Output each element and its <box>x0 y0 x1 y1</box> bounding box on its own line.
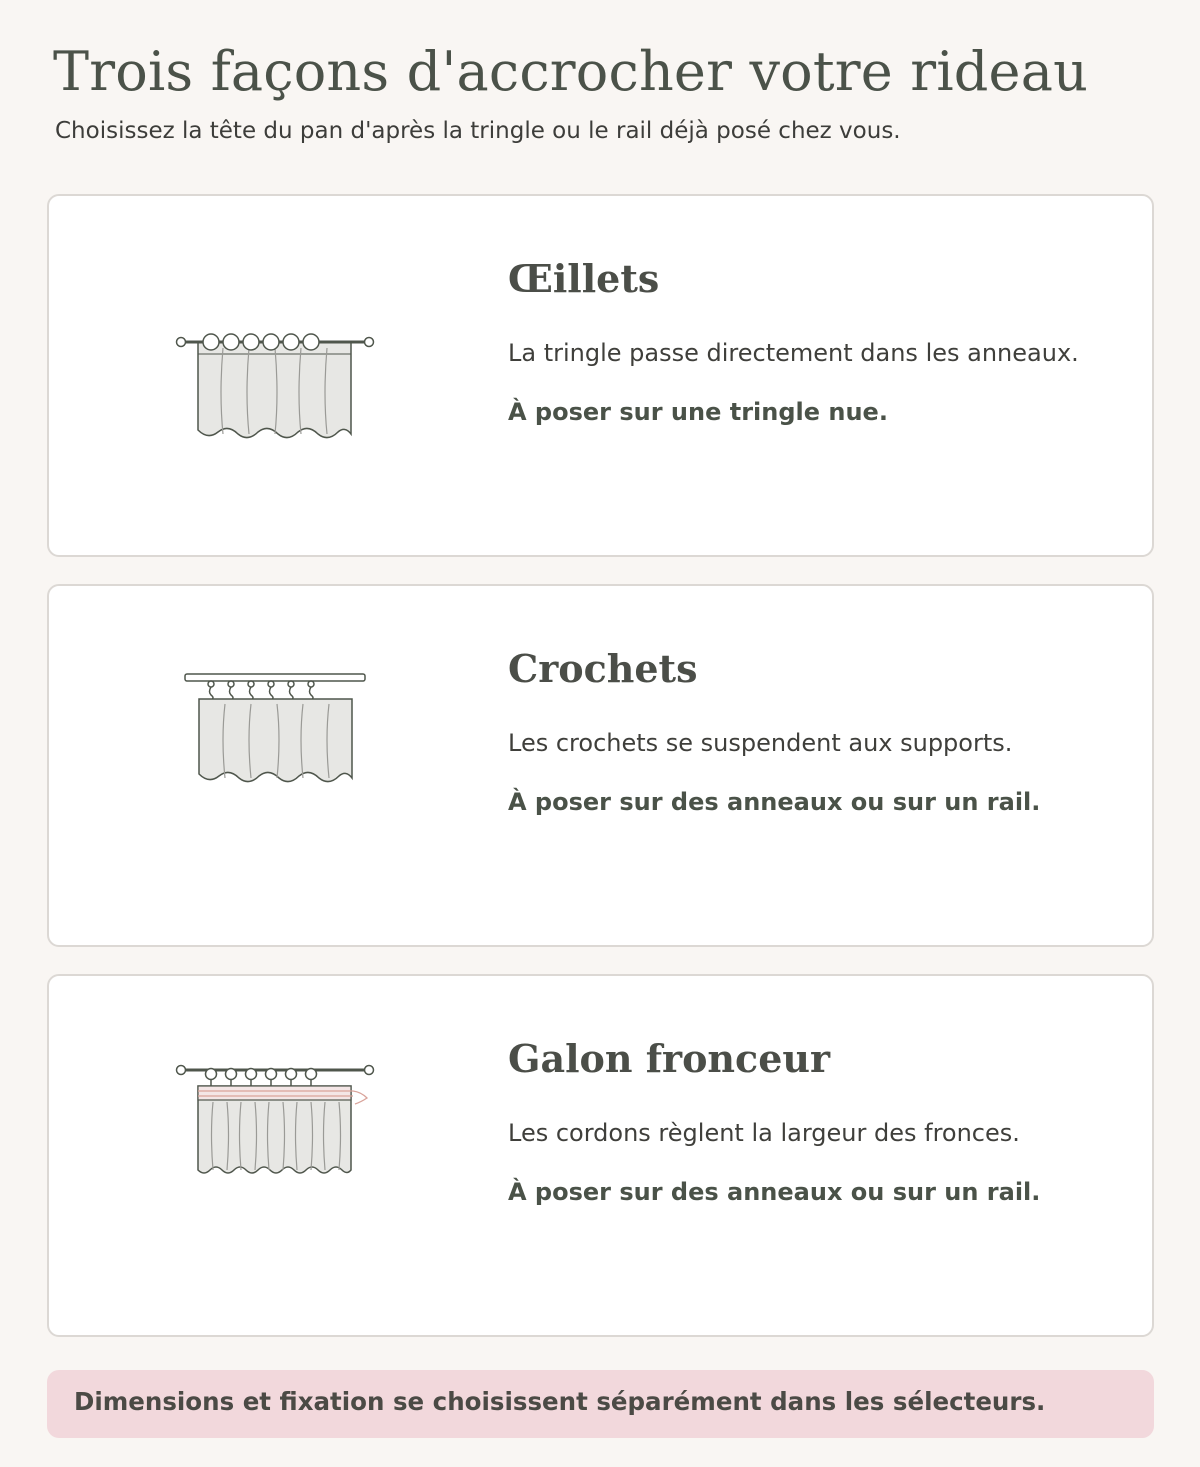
eyelet-curtain-icon <box>73 244 429 454</box>
footer-note-text: Dimensions et fixation se choisissent séparément dans les sélecteurs. <box>74 1387 1046 1416</box>
page-subtitle: Choisissez la tête du pan d'après la tringle ou le rail déjà posé chez vous. <box>55 118 901 144</box>
option-title: Œillets <box>508 256 660 301</box>
option-usage: À poser sur des anneaux ou sur un rail. <box>508 1178 1041 1206</box>
option-card-gathering-tape[interactable] <box>47 974 1154 1337</box>
option-description: La tringle passe directement dans les anneaux. <box>508 339 1079 367</box>
hook-curtain-icon <box>73 634 429 844</box>
option-usage: À poser sur des anneaux ou sur un rail. <box>508 788 1041 816</box>
option-card-eyelets[interactable] <box>47 194 1154 557</box>
option-title: Crochets <box>508 646 698 691</box>
footer-note <box>47 1370 1154 1438</box>
option-usage: À poser sur une tringle nue. <box>508 398 888 426</box>
gathering-tape-curtain-icon <box>73 1024 429 1234</box>
option-title: Galon fronceur <box>508 1036 831 1081</box>
option-card-hooks[interactable] <box>47 584 1154 947</box>
option-description: Les cordons règlent la largeur des fronces. <box>508 1119 1020 1147</box>
page-title: Trois façons d'accrocher votre rideau <box>53 40 1089 103</box>
option-description: Les crochets se suspendent aux supports. <box>508 729 1013 757</box>
